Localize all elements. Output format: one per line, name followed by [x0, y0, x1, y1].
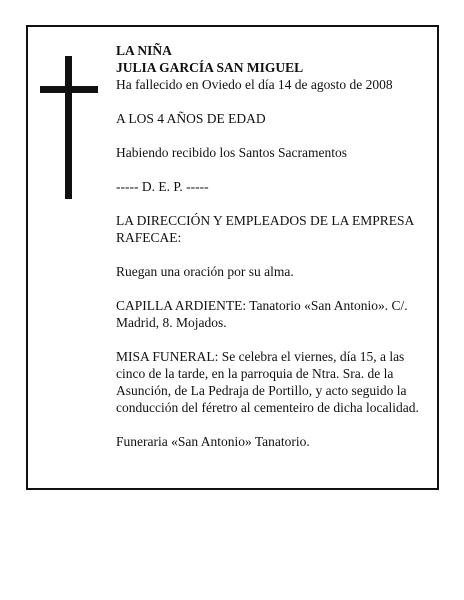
prayer-request: Ruegan una oración por su alma. [116, 264, 294, 279]
obituary-notice [26, 25, 439, 490]
dep-line: ----- D. E. P. ----- [116, 179, 209, 194]
chapel-info: CAPILLA ARDIENTE: Tanatorio «San Antonio». C/. Madrid, 8. Mojados. [116, 298, 408, 330]
sacraments-statement: Habiendo recibido los Santos Sacramentos [116, 145, 347, 160]
company-statement: LA DIRECCIÓN Y EMPLEADOS DE LA EMPRESA RAFECAE: [116, 213, 414, 245]
deceased-name: JULIA GARCÍA SAN MIGUEL [116, 60, 304, 75]
cross-horizontal-bar [40, 86, 98, 93]
death-statement: Ha fallecido en Oviedo el día 14 de agosto de 2008 [116, 77, 393, 92]
funeral-home: Funeraria «San Antonio» Tanatorio. [116, 434, 310, 449]
cross-vertical-bar [65, 56, 72, 199]
funeral-info: MISA FUNERAL: Se celebra el viernes, día 15, a las cinco de la tarde, en la parroquia de Ntra. Sra. de la Asunción, de La Pedraja de Portillo, y acto seguido la conducción del féretro al cementeiro de dicha localidad. [116, 349, 419, 415]
cross-icon [40, 56, 98, 199]
notice-text [116, 42, 426, 450]
header-line-1: LA NIÑA [116, 43, 172, 58]
age-statement: A LOS 4 AÑOS DE EDAD [116, 111, 266, 126]
